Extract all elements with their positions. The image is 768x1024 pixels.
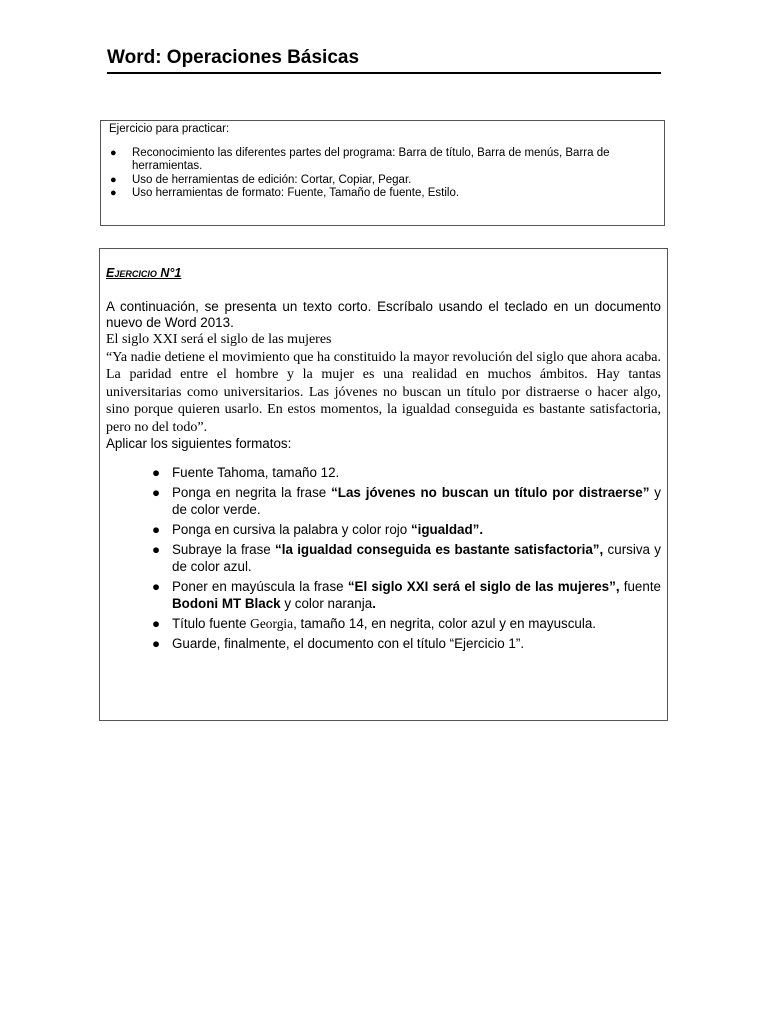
text-title: El siglo XXI será el siglo de las mujeres — [106, 332, 332, 347]
practice-list — [109, 147, 656, 201]
exercise-intro: A continuación, se presenta un texto corto. Escríbalo usando el teclado en un documento nuevo de Word 2013. — [106, 299, 661, 330]
bullet-icon: ● — [152, 465, 161, 480]
bullet-icon: ● — [110, 187, 117, 199]
list-item: ● Subraye la frase “la igualdad conseguida es bastante satisfactoria”, cursiva y de color azul. — [152, 541, 661, 574]
list-item: ● Poner en mayúscula la frase “El siglo XXI será el siglo de las mujeres”, fuente Bodoni MT Black y color naranja. — [152, 578, 661, 612]
apply-label: Aplicar los siguientes formatos: — [106, 436, 292, 451]
list-item: ● Ponga en negrita la frase “Las jóvenes no buscan un título por distraerse” y de color verde. — [152, 484, 662, 518]
bullet-icon: ● — [152, 578, 161, 594]
format-list — [106, 464, 661, 652]
list-item: ● Guarde, finalmente, el documento con el título “Ejercicio 1”. — [152, 635, 525, 651]
list-item: ● Título fuente Georgia, tamaño 14, en negrita, color azul y en mayuscula. — [152, 615, 597, 631]
practice-heading: Ejercicio para practicar: — [109, 123, 230, 135]
bullet-icon: ● — [152, 541, 161, 557]
bullet-icon: ● — [152, 484, 161, 500]
exercise-title: Ejercicio N°1 — [106, 266, 182, 280]
page-title: Word: Operaciones Básicas — [107, 47, 661, 74]
list-item: ● Reconocimiento las diferentes partes del programa: Barra de título, Barra de menús, Barra de herramientas. — [110, 146, 610, 172]
bullet-icon: ● — [152, 635, 161, 651]
exercise-box — [99, 248, 668, 721]
bullet-icon: ● — [110, 173, 117, 186]
bullet-icon: ● — [152, 521, 161, 537]
practice-box — [100, 120, 665, 226]
bullet-icon: ● — [110, 146, 117, 159]
list-item: ● Ponga en cursiva la palabra y color rojo “igualdad”. — [152, 521, 484, 537]
bullet-icon: ● — [152, 615, 161, 631]
quote-text: “Ya nadie detiene el movimiento que ha constituido la mayor revolución del siglo que ahora acaba. La paridad entre el hombre y la mujer es una realidad en muchos ámbitos. Hay tantas universitarias como universitarios. Las jóvenes no buscan un título por distraerse o hacer algo, sino porque quieren usarlo. En estos momentos, la igualdad conseguida es bastante satisfactoria, pero no del todo”. — [106, 349, 661, 435]
list-item: ● Fuente Tahoma, tamaño 12. — [152, 465, 340, 480]
list-item: ● Uso de herramientas de edición: Cortar, Copiar, Pegar. — [110, 173, 412, 186]
list-item: ● Uso herramientas de formato: Fuente, Tamaño de fuente, Estilo. — [110, 187, 460, 199]
